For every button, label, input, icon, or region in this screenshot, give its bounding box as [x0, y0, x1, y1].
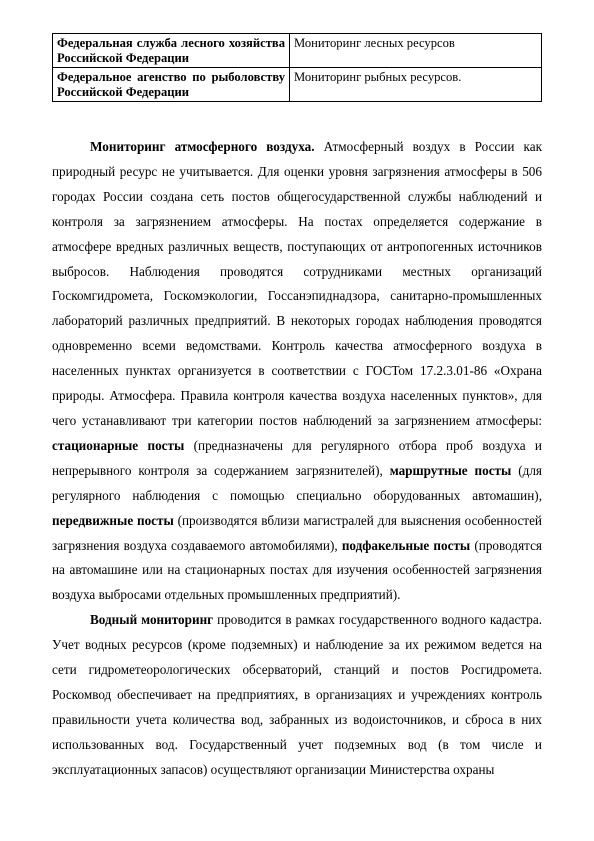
section-heading-air: Мониторинг атмосферного воздуха.: [90, 139, 315, 154]
term-stationary-posts: стационарные посты: [52, 437, 185, 453]
section-heading-water: Водный мониторинг: [90, 612, 214, 628]
paragraph-water-monitoring: [52, 608, 542, 782]
agency-cell: Федеральное агенство по рыболовству Российской Федерации: [53, 68, 290, 102]
table-row: [53, 34, 542, 68]
paragraph-text: проводится в рамках государственного водного кадастра. Учет водных ресурсов (кроме подземных) и наблюдение за их режимом ведется на сети гидрометеорологических обсерваторий, станций и постов Росгидромета. Роскомвод обеспечивает на предприятиях, в организациях и учреждениях контроль правильности учета количества вод, забранных из водоисточников, и сброса в них использованных вод. Государственный учет подземных вод (в том числе и эксплуатационных запасов) осуществляют организации Министерства охраны: [52, 612, 542, 777]
paragraph-air-monitoring: [52, 135, 542, 608]
monitoring-cell: Мониторинг рыбных ресурсов.: [290, 68, 542, 102]
agency-monitoring-table: [52, 33, 542, 102]
paragraph-text: (для регулярного наблюдения с помощью специально оборудованных автомашин),: [52, 462, 542, 503]
term-plume-posts: подфакельные посты: [341, 537, 471, 553]
body-text: [52, 135, 542, 783]
paragraph-text: (проводятся на автомашине или на стационарных постах для изучения особенностей загрязнения воздуха выбросами отдельных промышленных предприятий).: [52, 537, 542, 603]
monitoring-cell: Мониторинг лесных ресурсов: [290, 34, 542, 68]
agency-cell: Федеральная служба лесного хозяйства Российской Федерации: [53, 34, 290, 68]
paragraph-text: (предназначены для регулярного отбора проб воздуха и непрерывного контроля за содержанием загрязнителей),: [52, 437, 542, 478]
term-mobile-posts: передвижные посты: [52, 512, 174, 528]
table-row: [53, 68, 542, 102]
paragraph-text: Атмосферный воздух в России как природный ресурс не учитывается. Для оценки уровня загрязнения атмосферы в 506 городах России создана сеть постов общегосударственной службы наблюдений и контроля за загрязнением атмосферы. На постах определяется содержание в атмосфере вредных различных веществ, поступающих от антропогенных источников выбросов. Наблюдения проводятся сотрудниками местных организаций Госкомгидромета, Госкомэкологии, Госсанэпиднадзора, санитарно-промышленных лабораторий различных предприятий. В некоторых городах наблюдения проводятся одновременно всеми ведомствами. Контроль качества атмосферного воздуха в населенных пунктах организуется в соответствии с ГОСТом 17.2.3.01-86 «Охрана природы. Атмосфера. Правила контроля качества воздуха населенных пунктов», для чего устанавливают три категории постов наблюдений за загрязнением атмосферы:: [52, 139, 542, 428]
paragraph-text: (производятся вблизи магистралей для выяснения особенностей загрязнения воздуха создаваемого автомобилями),: [52, 512, 542, 553]
term-route-posts: маршрутные посты: [389, 462, 512, 478]
